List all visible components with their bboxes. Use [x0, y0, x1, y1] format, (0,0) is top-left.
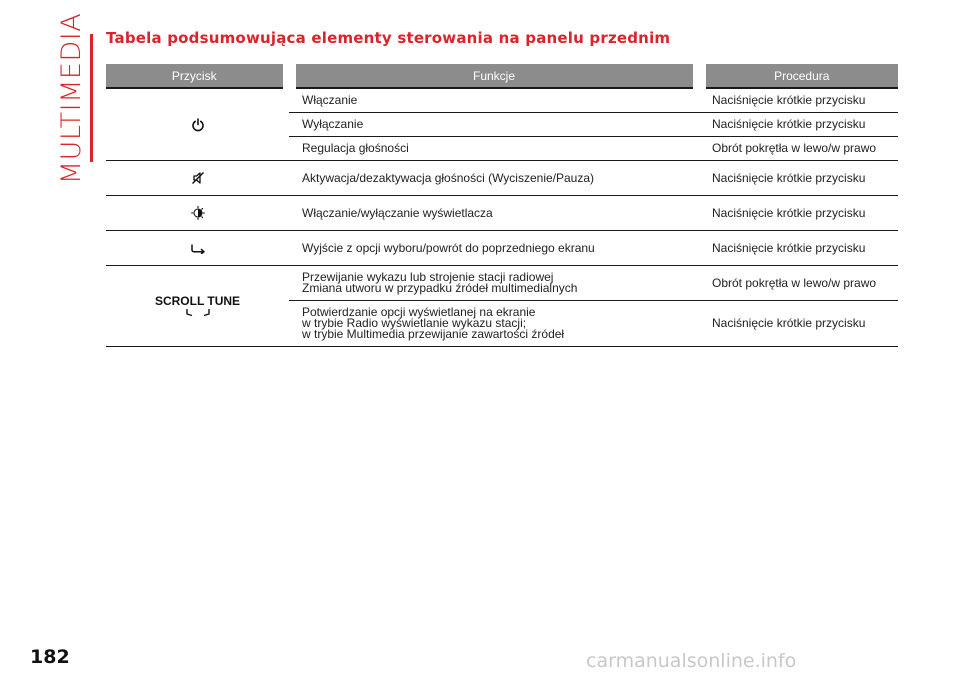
table-row	[106, 161, 898, 196]
display-icon	[191, 206, 205, 220]
procedure-cell: Obrót pokrętła w lewo/w prawo	[699, 266, 898, 301]
rotary-knob-icon	[185, 308, 211, 317]
function-cell: Potwierdzanie opcji wyświetlanej na ekranie w trybie Radio wyświetlanie wykazu stacji; w trybie Multimedia przewijanie zawartości źródeł	[289, 301, 699, 347]
button-cell-display	[106, 196, 289, 231]
procedure-cell: Naciśnięcie krótkie przycisku	[699, 196, 898, 231]
header-functions: Funkcje	[289, 64, 699, 88]
function-cell: Wyjście z opcji wyboru/powrót do poprzedniego ekranu	[289, 231, 699, 266]
button-cell-mute	[106, 161, 289, 196]
table-row	[106, 196, 898, 231]
page-number: 182	[30, 646, 70, 668]
header-button: Przycisk	[106, 64, 289, 88]
table-header-row	[106, 64, 898, 88]
page-title: Tabela podsumowująca elementy sterowania na panelu przednim	[106, 29, 671, 47]
function-cell: Przewijanie wykazu lub strojenie stacji radiowej Zmiana utworu w przypadku źródeł multimedialnych	[289, 266, 699, 301]
procedure-cell: Naciśnięcie krótkie przycisku	[699, 231, 898, 266]
procedure-cell: Naciśnięcie krótkie przycisku	[699, 161, 898, 196]
back-arrow-icon	[190, 242, 206, 254]
scroll-tune-control	[155, 295, 240, 318]
procedure-cell: Naciśnięcie krótkie przycisku	[699, 301, 898, 347]
function-cell: Regulacja głośności	[289, 137, 699, 161]
table-row	[106, 231, 898, 266]
function-cell: Włączanie	[289, 88, 699, 113]
procedure-cell: Obrót pokrętła w lewo/w prawo	[699, 137, 898, 161]
function-cell: Aktywacja/dezaktywacja głośności (Wyciszenie/Pauza)	[289, 161, 699, 196]
function-cell: Wyłączanie	[289, 113, 699, 137]
power-icon	[191, 118, 205, 132]
scroll-tune-label: SCROLL TUNE	[154, 293, 241, 308]
section-label: MULTIMEDIA	[56, 12, 88, 184]
watermark: carmanualsonline.info	[586, 650, 797, 672]
controls-table	[106, 64, 898, 347]
button-cell-power	[106, 88, 289, 161]
button-cell-scroll	[106, 266, 289, 347]
header-procedure: Procedura	[699, 64, 898, 88]
table-row	[106, 88, 898, 113]
procedure-cell: Naciśnięcie krótkie przycisku	[699, 113, 898, 137]
function-cell: Włączanie/wyłączanie wyświetlacza	[289, 196, 699, 231]
button-cell-back	[106, 231, 289, 266]
section-rule	[90, 34, 93, 162]
procedure-cell: Naciśnięcie krótkie przycisku	[699, 88, 898, 113]
table-row	[106, 266, 898, 301]
mute-icon	[191, 171, 205, 185]
